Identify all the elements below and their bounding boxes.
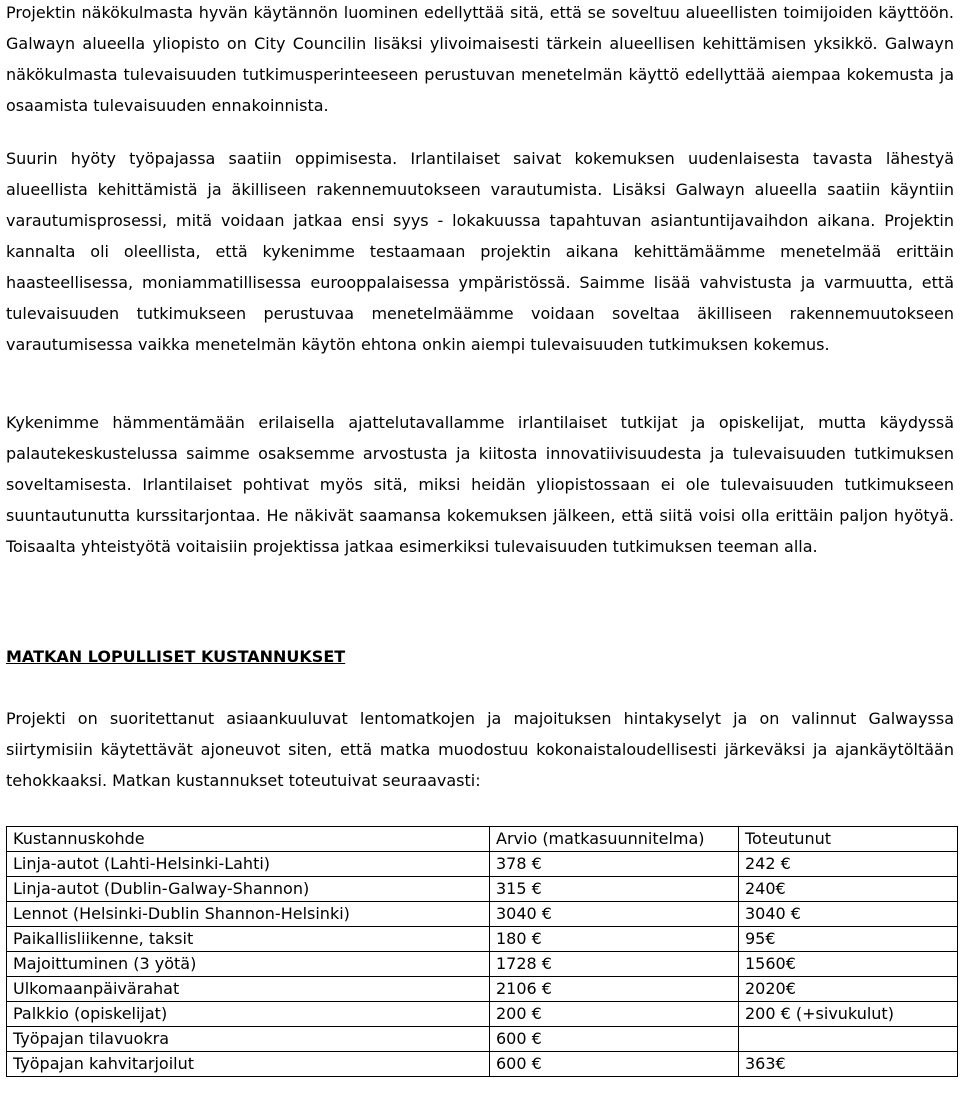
table-row [7, 902, 958, 927]
table-row [7, 1052, 958, 1077]
table-cell: 600 € [490, 1027, 739, 1052]
table-cell: 1560€ [739, 952, 958, 977]
table-cell: Majoittuminen (3 yötä) [7, 952, 490, 977]
table-cell: 95€ [739, 927, 958, 952]
table-header-cell: Arvio (matkasuunnitelma) [490, 827, 739, 852]
table-cell: 600 € [490, 1052, 739, 1077]
table-header-row [7, 827, 958, 852]
paragraph-feedback: Kykenimme hämmentämään erilaisella ajattelutavallamme irlantilaiset tutkijat ja opiskelijat, mutta käydyssä palautekeskustelussa saimme osaksemme arvostusta ja kiitosta innovatiivisuudesta ja tulevaisuuden tutkimuksen soveltamisesta. Irlantilaiset pohtivat myös sitä, miksi heidän yliopistossaan ei ole tulevaisuuden tutkimukseen suuntautunutta kurssitarjontaa. He näkivät saamansa kokemuksen jälkeen, että siitä voisi olla erittäin paljon hyötyä. Toisaalta yhteistyötä voitaisiin projektissa jatkaa esimerkiksi tulevaisuuden tutkimuksen teeman alla. [6, 413, 954, 556]
section-heading-costs: MATKAN LOPULLISET KUSTANNUKSET [6, 647, 346, 666]
table-cell [739, 1027, 958, 1052]
table-row [7, 852, 958, 877]
paragraph-benefits: Suurin hyöty työpajassa saatiin oppimisesta. Irlantilaiset saivat kokemuksen uudenlaisesta tavasta lähestyä alueellista kehittämistä ja äkilliseen rakennemuutokseen varautumista. Lisäksi Galwayn alueella saatiin käyntiin varautumisprosessi, mitä voidaan jatkaa ensi syys - lokakuussa tapahtuvan asiantuntijavaihdon aikana. Projektin kannalta oli oleellista, että kykenimme testaamaan projektin aikana kehittämäämme menetelmää erittäin haasteellisessa, moniammatillisessa eurooppalaisessa ympäristössä. Saimme lisää vahvistusta ja varmuutta, että tulevaisuuden tutkimukseen perustuvaa menetelmäämme voidaan soveltaa äkilliseen rakennemuutokseen varautumisessa vaikka menetelmän käytön ehtona onkin aiempi tulevaisuuden tutkimuksen kokemus. [6, 149, 954, 354]
table-cell: Paikallisliikenne, taksit [7, 927, 490, 952]
table-cell: Linja-autot (Dublin-Galway-Shannon) [7, 877, 490, 902]
table-row [7, 1027, 958, 1052]
table-cell: Palkkio (opiskelijat) [7, 1002, 490, 1027]
table-cell: 2020€ [739, 977, 958, 1002]
table-cell: 200 € (+sivukulut) [739, 1002, 958, 1027]
table-cell: Ulkomaanpäivärahat [7, 977, 490, 1002]
table-cell: Linja-autot (Lahti-Helsinki-Lahti) [7, 852, 490, 877]
table-row [7, 977, 958, 1002]
table-cell: 1728 € [490, 952, 739, 977]
table-cell: 363€ [739, 1052, 958, 1077]
table-cell: 315 € [490, 877, 739, 902]
table-cell: Lennot (Helsinki-Dublin Shannon-Helsinki) [7, 902, 490, 927]
table-cell: 242 € [739, 852, 958, 877]
table-cell: Työpajan tilavuokra [7, 1027, 490, 1052]
table-header-cell: Kustannuskohde [7, 827, 490, 852]
paragraph-good-practice: Projektin näkökulmasta hyvän käytännön luominen edellyttää sitä, että se soveltuu alueellisten toimijoiden käyttöön. Galwayn alueella yliopisto on City Councilin lisäksi ylivoimaisesti tärkein alueellisen kehittämisen yksikkö. Galwayn näkökulmasta tulevaisuuden tutkimusperinteeseen perustuvan menetelmän käyttö edellyttää aiempaa kokemusta ja osaamista tulevaisuuden ennakoinnista. [6, 3, 954, 115]
table-cell: 2106 € [490, 977, 739, 1002]
table-cell: 3040 € [739, 902, 958, 927]
table-cell: 200 € [490, 1002, 739, 1027]
table-row [7, 1002, 958, 1027]
table-cell: 3040 € [490, 902, 739, 927]
table-cell: 378 € [490, 852, 739, 877]
table-cell: 240€ [739, 877, 958, 902]
table-row [7, 877, 958, 902]
table-header-cell: Toteutunut [739, 827, 958, 852]
cost-table [6, 826, 958, 1077]
paragraph-costs-intro: Projekti on suoritettanut asiaankuuluvat lentomatkojen ja majoituksen hintakyselyt ja on valinnut Galwayssa siirtymisiin käytettävät ajoneuvot siten, että matka muodostuu kokonaistaloudellisesti järkeväksi ja ajankäytöltään tehokkaaksi. Matkan kustannukset toteutuivat seuraavasti: [6, 709, 954, 790]
table-cell: Työpajan kahvitarjoilut [7, 1052, 490, 1077]
table-cell: 180 € [490, 927, 739, 952]
table-row [7, 927, 958, 952]
table-row [7, 952, 958, 977]
